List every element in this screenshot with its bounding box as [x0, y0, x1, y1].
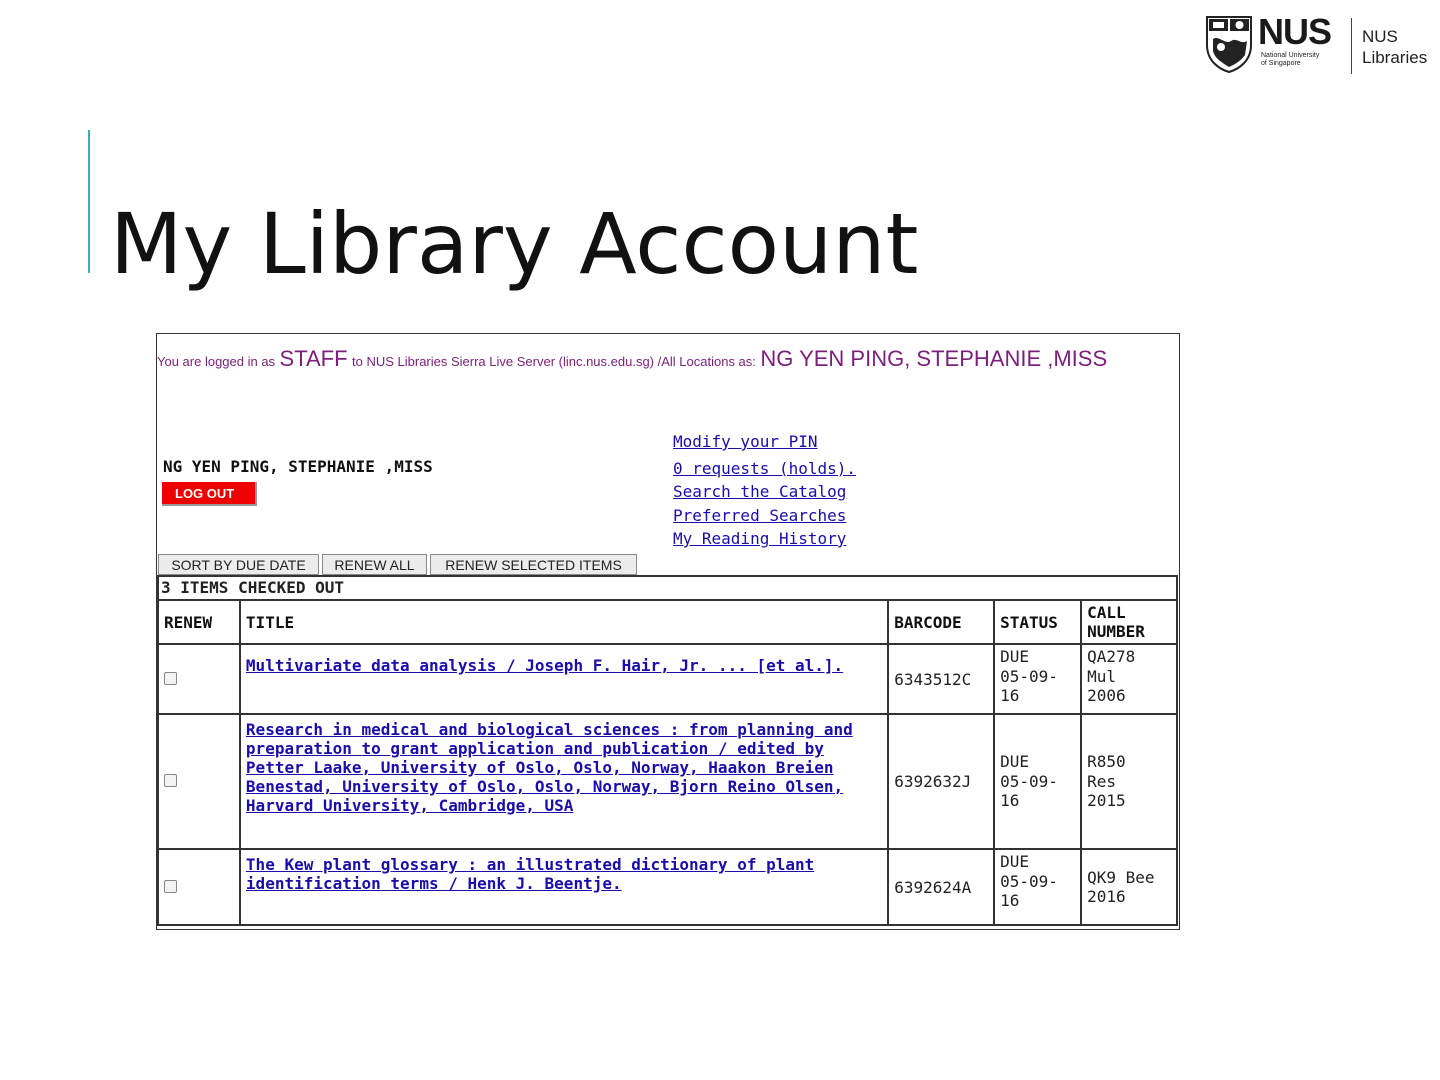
- checkouts-caption: 3 ITEMS CHECKED OUT: [158, 576, 1177, 600]
- item-title-link[interactable]: The Kew plant glossary : an illustrated dictionary of plant identification terms / Henk J. Beentje.: [245, 855, 815, 893]
- patron-name: NG YEN PING, STEPHANIE ,MISS: [163, 457, 433, 476]
- session-server: to NUS Libraries Sierra Live Server (linc.nus.edu.sg) /All Locations as:: [352, 354, 756, 369]
- sort-by-due-date-button[interactable]: SORT BY DUE DATE: [158, 554, 319, 575]
- logout-button[interactable]: LOG OUT: [162, 482, 257, 506]
- status-cell: DUE 05-09- 16: [994, 714, 1081, 849]
- session-role: STAFF: [279, 346, 348, 371]
- call-number-cell: QK9 Bee 2016: [1081, 849, 1177, 925]
- modify-pin-link[interactable]: Modify your PIN: [673, 432, 818, 451]
- renew-cell: [158, 644, 240, 714]
- call-number-cell: R850 Res 2015: [1081, 714, 1177, 849]
- table-row: [158, 714, 1177, 849]
- table-header-row: [158, 600, 1177, 644]
- barcode-cell: 6343512C: [888, 644, 994, 714]
- title-accent-bar: [88, 130, 90, 273]
- checkout-toolbar: [158, 554, 640, 575]
- title-cell: [240, 644, 888, 714]
- session-info: [157, 342, 1167, 379]
- header-title: TITLE: [240, 600, 888, 644]
- status-cell: DUE 05-09- 16: [994, 849, 1081, 925]
- nus-wordmark: NUS: [1258, 11, 1332, 52]
- library-account-screenshot: [156, 333, 1180, 930]
- nus-crest-icon: [1205, 15, 1253, 73]
- table-row: [158, 849, 1177, 925]
- renew-selected-button[interactable]: RENEW SELECTED ITEMS: [430, 554, 637, 575]
- account-links: [673, 430, 856, 551]
- title-cell: [240, 714, 888, 849]
- header-barcode: BARCODE: [888, 600, 994, 644]
- header-status: STATUS: [994, 600, 1081, 644]
- call-number-cell: QA278 Mul 2006: [1081, 644, 1177, 714]
- search-catalog-link[interactable]: Search the Catalog: [673, 482, 847, 501]
- item-title-link[interactable]: Research in medical and biological sciences : from planning and preparation to grant application and publication / edited by Petter Laake, University of Oslo, Oslo, Norway, Haakon Breien Benestad, University of Oslo, Oslo, Norway, Bjorn Reino Olsen, Harvard University, Cambridge, USA: [245, 720, 853, 815]
- renew-cell: [158, 714, 240, 849]
- title-cell: [240, 849, 888, 925]
- item-title-link[interactable]: Multivariate data analysis / Joseph F. Hair, Jr. ... [et al.].: [245, 656, 844, 675]
- checkouts-table: [157, 575, 1178, 926]
- status-cell: DUE 05-09- 16: [994, 644, 1081, 714]
- renew-checkbox[interactable]: [164, 880, 177, 893]
- header-call-number: CALL NUMBER: [1081, 600, 1177, 644]
- reading-history-link[interactable]: My Reading History: [673, 529, 847, 548]
- preferred-searches-link[interactable]: Preferred Searches: [673, 505, 847, 525]
- header-renew: RENEW: [158, 600, 240, 644]
- slide-title: My Library Account: [110, 195, 919, 294]
- session-user: NG YEN PING, STEPHANIE ,MISS: [760, 346, 1108, 371]
- session-prefix: You are logged in as: [157, 354, 276, 369]
- barcode-cell: 6392632J: [888, 714, 994, 849]
- renew-checkbox[interactable]: [164, 774, 177, 787]
- nus-subtitle: National University of Singapore: [1261, 52, 1320, 67]
- nus-libraries-logo: [1205, 12, 1435, 76]
- libraries-label: NUS Libraries: [1362, 27, 1428, 67]
- barcode-cell: 6392624A: [888, 849, 994, 925]
- renew-checkbox[interactable]: [164, 672, 177, 685]
- requests-link[interactable]: 0 requests (holds).: [673, 458, 857, 478]
- bottom-toolbar-edge: [158, 924, 642, 929]
- renew-cell: [158, 849, 240, 925]
- renew-all-button[interactable]: RENEW ALL: [322, 554, 427, 575]
- table-row: [158, 644, 1177, 714]
- logo-divider: [1351, 18, 1352, 74]
